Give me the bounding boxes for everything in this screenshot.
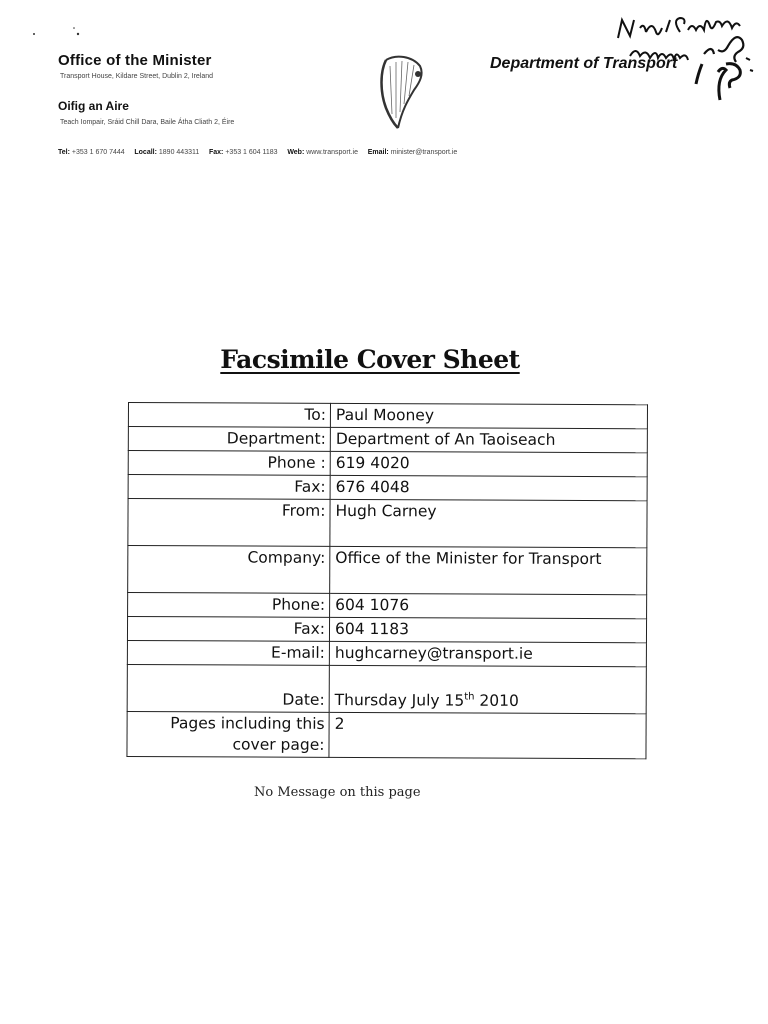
table-row (128, 499, 647, 548)
address-irish: Teach Iompair, Sráid Chill Dara, Baile Átha Cliath 2, Éire (60, 119, 235, 126)
table-row (127, 711, 646, 758)
table-row (128, 475, 647, 501)
table-row (128, 546, 647, 595)
table-row (127, 617, 646, 643)
harp-emblem-icon (372, 52, 430, 134)
date-day: Thursday July 15 (334, 690, 465, 710)
locall-label: Locall: (134, 149, 157, 156)
date-year: 2010 (474, 691, 519, 710)
from-value: Hugh Carney (330, 499, 647, 547)
email-value: hughcarney@transport.ie (329, 641, 646, 666)
table-row (127, 640, 646, 666)
tel-value: +353 1 670 7444 (71, 149, 125, 156)
email-label: E-mail: (127, 640, 329, 665)
office-name-irish: Oifig an Aire (58, 99, 129, 113)
address-english: Transport House, Kildare Street, Dublin 2, Ireland (60, 73, 214, 80)
sender-fax-value: 604 1183 (329, 617, 646, 642)
to-value: Paul Mooney (330, 403, 647, 428)
table-row (128, 593, 647, 619)
no-message-note: No Message on this page (254, 785, 421, 800)
company-value: Office of the Minister for Transport (330, 546, 647, 594)
table-row (128, 451, 647, 477)
sender-fax-label: Fax: (127, 617, 329, 642)
company-label: Company: (128, 546, 330, 594)
table-row (127, 664, 646, 713)
date-value (329, 665, 646, 713)
table-row (128, 403, 647, 429)
email-label: Email: (367, 149, 389, 156)
email-value: minister@transport.ie (390, 149, 458, 156)
pages-label: Pages including this cover page: (127, 711, 329, 757)
department-name: Department of Transport (490, 55, 678, 72)
contact-line (58, 149, 457, 156)
page-title: Facsimile Cover Sheet (220, 345, 520, 374)
recipient-fax-label: Fax: (128, 475, 330, 500)
fax-label: Fax: (208, 149, 224, 156)
tel-label: Tel: (58, 149, 70, 156)
pages-value: 2 (329, 712, 646, 758)
office-name-english: Office of the Minister (58, 52, 212, 69)
sender-phone-value: 604 1076 (330, 593, 647, 618)
fax-value: +353 1 604 1183 (225, 149, 278, 156)
locall-value: 1890 443311 (158, 149, 200, 156)
table-row (128, 427, 647, 453)
recipient-phone-value: 619 4020 (330, 451, 647, 476)
date-label: Date: (127, 664, 329, 712)
web-label: Web: (287, 149, 305, 156)
handwritten-note-signature (600, 12, 760, 108)
recipient-fax-value: 676 4048 (330, 475, 647, 500)
from-label: From: (128, 499, 330, 547)
sender-phone-label: Phone: (128, 593, 330, 618)
date-ordinal: th (464, 691, 475, 703)
recipient-phone-label: Phone : (128, 451, 330, 476)
fax-details-table (126, 402, 648, 759)
to-label: To: (128, 403, 330, 428)
department-label: Department: (128, 427, 330, 452)
web-value: www.transport.ie (306, 149, 358, 156)
scan-speckles (30, 20, 90, 50)
department-value: Department of An Taoiseach (330, 427, 647, 452)
